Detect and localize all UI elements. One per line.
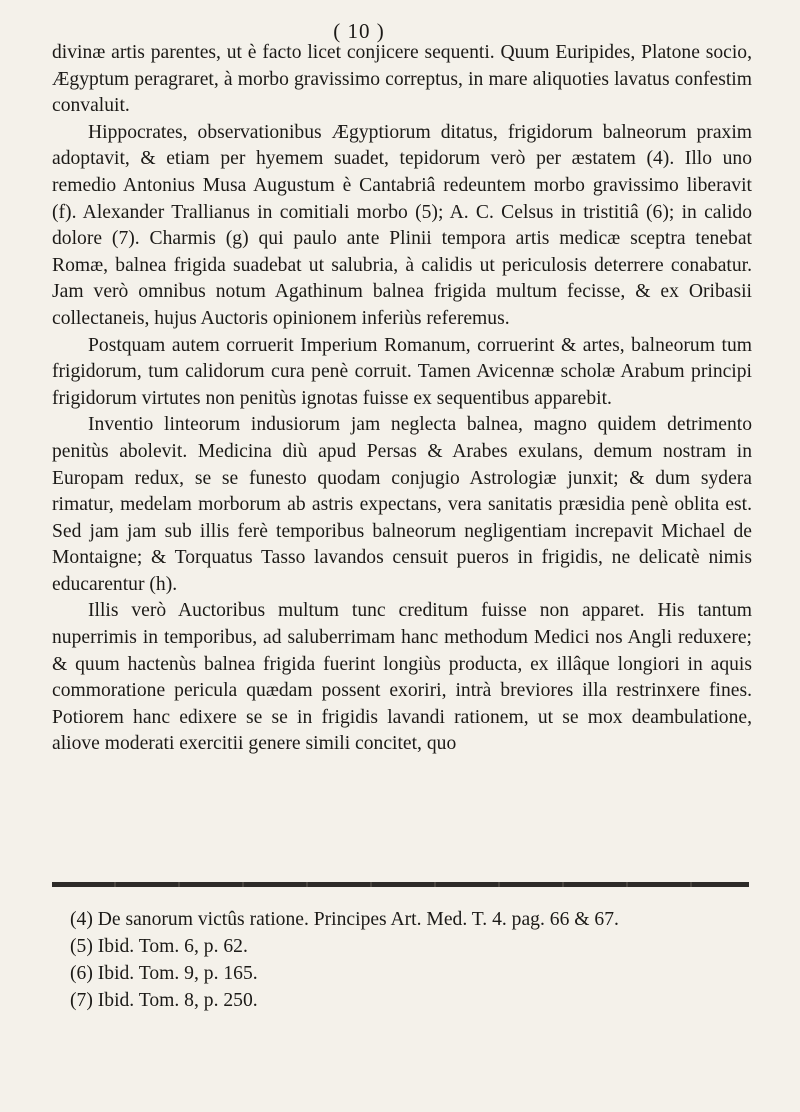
- footnote-4: (4) De sanorum victûs ratione. Principes Art. Med. T. 4. pag. 66 & 67.: [70, 909, 619, 930]
- footnote-5: (5) Ibid. Tom. 6, p. 62.: [70, 936, 248, 957]
- footnotes: [52, 906, 752, 1014]
- footnote-6: (6) Ibid. Tom. 9, p. 165.: [70, 963, 258, 984]
- paragraph-5: Illis verò Auctoribus multum tunc creditum fuisse non apparet. His tantum nuperrimis in temporibus, ad saluberrimam hanc methodum Medici nos Angli reduxere; & quum hactenùs balnea frigida fuerint longiùs producta, ex illâque longiori in aquis commoratione pericula quædam possent exoriri, intrà breviores illa restrinxere fines. Potiorem hanc edixere se se in frigidis lavandi rationem, ut se mox deambulatione, aliove moderati exercitii genere simili concitet, quo: [52, 600, 752, 755]
- paragraph-4: Inventio linteorum indusiorum jam neglecta balnea, magno quidem detrimento penitùs abolevit. Medicina diù apud Persas & Arabes exulans, demum nostram in Europam redux, se se funesto quodam conjugio Astrologiæ junxit; & dum sydera rimatur, medelam morborum ab astris expectans, vera sanitatis præsidia penè oblita est. Sed jam jam sub illis ferè temporibus balneorum negligentiam increpavit Michael de Montaigne; & Torquatus Tasso lavandos censuit pueros in frigidis, ne delicatè nimis educarentur (h).: [52, 414, 752, 595]
- footnote-separator-rule: [52, 882, 749, 887]
- paragraph-3: Postquam autem corruerit Imperium Romanum, corruerint & artes, balneorum tum frigidorum, tum calidorum cura penè corruit. Tamen Avicennæ scholæ Arabum principi frigidorum virtutes non penitùs ignotas fuisse ex sequentibus apparebit.: [52, 334, 752, 409]
- body-text: [52, 40, 752, 758]
- page-number: ( 10 ): [333, 19, 385, 43]
- paragraph-1: divinæ artis parentes, ut è facto licet conjicere sequenti. Quum Euripides, Platone socio, Ægyptum peragraret, à morbo gravissimo correptus, in mare aliquoties lavatus confestim convaluit.: [52, 42, 752, 117]
- paragraph-2: Hippocrates, observationibus Ægyptiorum ditatus, frigidorum balneorum praxim adoptavit, & etiam per hyemem suadet, tepidorum verò per æstatem (4). Illo uno remedio Antonius Musa Augustum è Cantabriâ redeuntem morbo gravissimo liberavit (f). Alexander Trallianus in comitiali morbo (5); A. C. Celsus in tristitiâ (6); in calido dolore (7). Charmis (g) qui paulo ante Plinii tempora artis medicæ sceptra tenebat Romæ, balnea frigida suadebat ut salubria, à calidis ut periculosis deterrere conabatur. Jam verò omnibus notum Agathinum balnea frigida multum fecisse, & ex Oribasii collectaneis, hujus Auctoris opinionem inferiùs referemus.: [52, 121, 752, 329]
- footnote-7: (7) Ibid. Tom. 8, p. 250.: [70, 990, 258, 1011]
- page: [52, 18, 752, 758]
